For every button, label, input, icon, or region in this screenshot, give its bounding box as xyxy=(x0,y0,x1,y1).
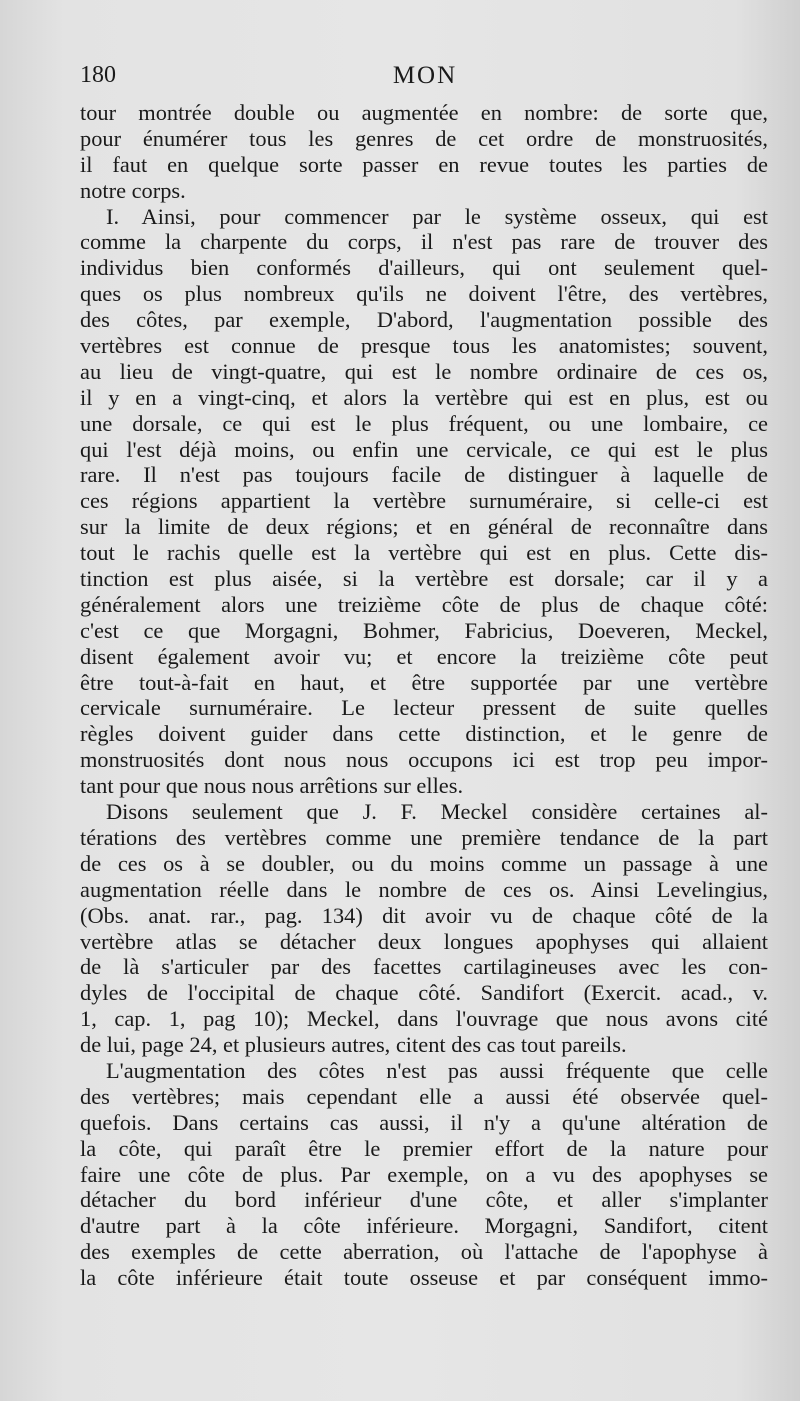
text-line: il y en a vingt-cinq, et alors la vertèbre qui est en plus, est ou xyxy=(80,384,768,410)
text-line: dyles de l'occipital de chaque côté. Sandifort (Exercit. acad., v. xyxy=(80,980,768,1006)
text-line: monstruosités dont nous nous occupons ici est trop peu impor- xyxy=(80,747,768,773)
text-line: des côtes, par exemple, D'abord, l'augmentation possible des xyxy=(80,307,768,333)
text-line: térations des vertèbres comme une première tendance de la part xyxy=(80,824,768,850)
text-line: règles doivent guider dans cette distinction, et le genre de xyxy=(80,721,768,747)
text-line: sur la limite de deux régions; et en général de reconnaître dans xyxy=(80,514,768,540)
text-line: cervicale surnuméraire. Le lecteur pressent de suite quelles xyxy=(80,695,768,721)
text-line: comme la charpente du corps, il n'est pas rare de trouver des xyxy=(80,229,768,255)
text-line: tour montrée double ou augmentée en nombre: de sorte que, xyxy=(80,100,768,125)
text-line: il faut en quelque sorte passer en revue toutes les parties de xyxy=(80,151,768,177)
text-line: individus bien conformés d'ailleurs, qui ont seulement quel- xyxy=(80,255,768,281)
text-line: rare. Il n'est pas toujours facile de distinguer à laquelle de xyxy=(80,462,768,488)
text-line: tout le rachis quelle est la vertèbre qui est en plus. Cette dis- xyxy=(80,540,768,566)
text-line: I. Ainsi, pour commencer par le système osseux, qui est xyxy=(106,203,768,229)
page-number: 180 xyxy=(80,62,116,88)
text-line: des exemples de cette aberration, où l'attache de l'apophyse à xyxy=(80,1239,768,1265)
text-line: détacher du bord inférieur d'une côte, et aller s'implanter xyxy=(80,1187,768,1213)
text-line: des vertèbres; mais cependant elle a aussi été observée quel- xyxy=(80,1083,768,1109)
text-line: la côte inférieure était toute osseuse et par conséquent immo- xyxy=(80,1265,768,1291)
text-line: tant pour que nous nous arrêtions sur elles. xyxy=(80,773,464,799)
text-line: 1, cap. 1, pag 10); Meckel, dans l'ouvrage que nous avons cité xyxy=(80,1006,768,1032)
text-line: faire une côte de plus. Par exemple, on a vu des apophyses se xyxy=(80,1161,768,1187)
text-line: vertèbre atlas se détacher deux longues apophyses qui allaient xyxy=(80,928,768,954)
text-line: disent également avoir vu; et encore la treizième côte peut xyxy=(80,643,768,669)
text-line: de ces os à se doubler, ou du moins comme un passage à une xyxy=(80,850,768,876)
text-line: pour énumérer tous les genres de cet ordre de monstruosités, xyxy=(80,125,768,151)
text-line: de là s'articuler par des facettes cartilagineuses avec les con- xyxy=(80,954,768,980)
text-line: généralement alors une treizième côte de plus de chaque côté: xyxy=(80,591,768,617)
text-line: (Obs. anat. rar., pag. 134) dit avoir vu de chaque côté de la xyxy=(80,902,768,928)
page-header xyxy=(80,62,770,96)
text-line: être tout-à-fait en haut, et être supportée par une vertèbre xyxy=(80,669,768,695)
text-line: Disons seulement que J. F. Meckel considère certaines al- xyxy=(106,799,768,825)
text-line: quefois. Dans certains cas aussi, il n'y a qu'une altération de xyxy=(80,1109,768,1135)
text-line: la côte, qui paraît être le premier effort de la nature pour xyxy=(80,1135,768,1161)
text-line: c'est ce que Morgagni, Bohmer, Fabricius, Doeveren, Meckel, xyxy=(80,617,768,643)
text-line: L'augmentation des côtes n'est pas aussi fréquente que celle xyxy=(106,1057,768,1083)
running-head: MON xyxy=(392,62,458,89)
text-line: d'autre part à la côte inférieure. Morgagni, Sandifort, citent xyxy=(80,1213,768,1239)
body-text xyxy=(80,100,768,1291)
text-line: au lieu de vingt-quatre, qui est le nombre ordinaire de ces os, xyxy=(80,358,768,384)
text-line: notre corps. xyxy=(80,177,186,203)
text-line: tinction est plus aisée, si la vertèbre est dorsale; car il y a xyxy=(80,566,768,592)
text-line: ques os plus nombreux qu'ils ne doivent l'être, des vertèbres, xyxy=(80,281,768,307)
text-line: qui l'est déjà moins, ou enfin une cervicale, ce qui est le plus xyxy=(80,436,768,462)
text-line: ces régions appartient la vertèbre surnuméraire, si celle-ci est xyxy=(80,488,768,514)
text-line: augmentation réelle dans le nombre de ces os. Ainsi Levelingius, xyxy=(80,876,768,902)
text-line: de lui, page 24, et plusieurs autres, citent des cas tout pareils. xyxy=(80,1032,627,1058)
text-line: vertèbres est connue de presque tous les anatomistes; souvent, xyxy=(80,333,768,359)
text-line: une dorsale, ce qui est le plus fréquent, ou une lombaire, ce xyxy=(80,410,768,436)
